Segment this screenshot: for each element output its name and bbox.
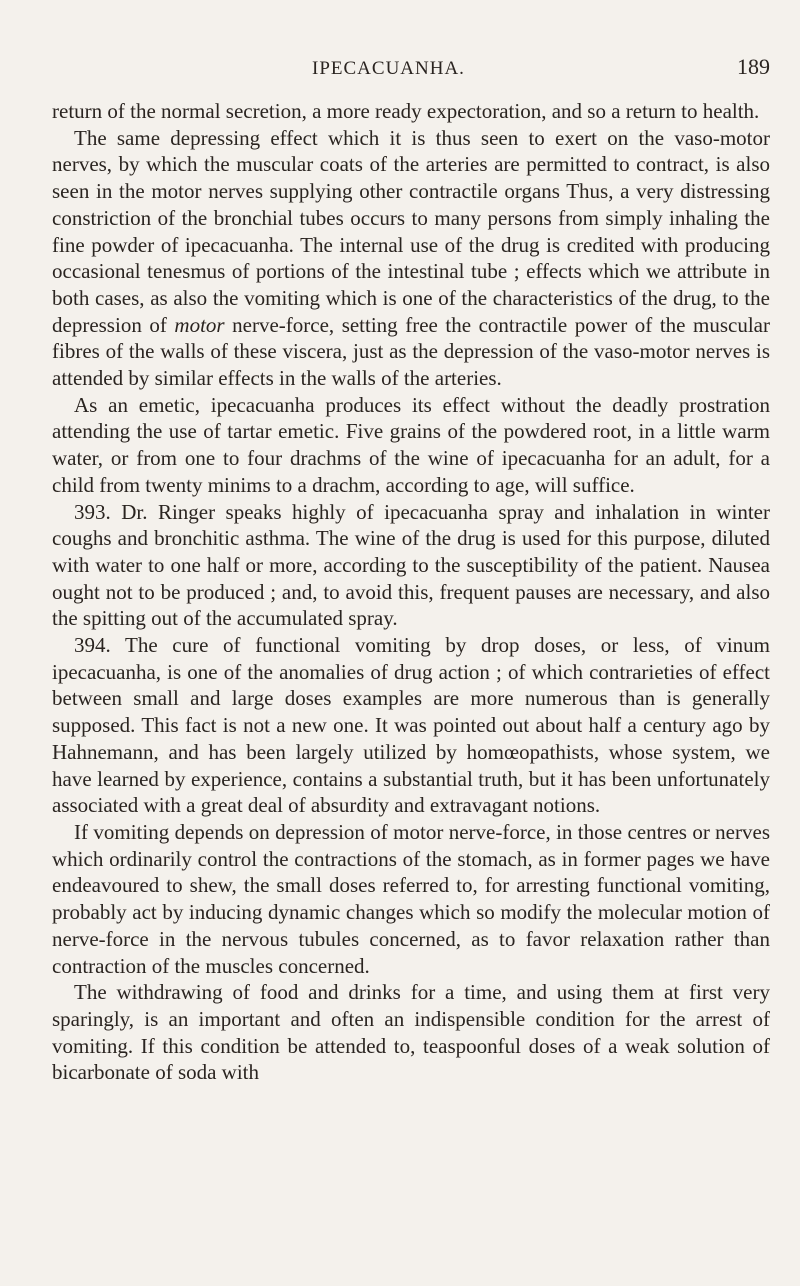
paragraph-2 bbox=[52, 125, 770, 392]
body-text bbox=[52, 98, 770, 1086]
paragraph-2-tail: nerve-force, setting free the contractile power of the muscular fibres of the walls of these viscera, just as the depression of the vaso-motor nerves is attended by similar effects in the walls of the arteries. bbox=[52, 312, 770, 391]
paragraph-7: The withdrawing of food and drinks for a time, and using them at first very sparingly, is an important and often an indispensible condition for the arrest of vomiting. If this condition be attended to, teaspoonful doses of a weak solution of bicarbonate of soda with bbox=[52, 980, 770, 1085]
paragraph-394 bbox=[52, 632, 770, 819]
page-number: 189 bbox=[737, 54, 770, 79]
paragraph-393 bbox=[52, 499, 770, 633]
running-title: IPECACUANHA. bbox=[312, 58, 465, 79]
section-number-393: 393. bbox=[74, 499, 111, 524]
paragraph-2-text: The same depressing effect which it is thus seen to exert on the vaso-motor nerves, by which the muscular coats of the arteries are permitted to contract, is also seen in the motor nerves supplying other contractile organs Thus, a very distressing constriction of the bronchial tubes occurs to many persons from simply inhaling the fine powder of ipecacuanha. The internal use of the drug is credited with producing occasional tenesmus of portions of the intestinal tube ; effects which we attribute in both cases, as also the vomiting which is one of the characteristics of the drug, to the depression of bbox=[52, 125, 770, 337]
paragraph-3: As an emetic, ipecacuanha produces its effect without the deadly prostration attending the use of tartar emetic. Five grains of the powdered root, in a little warm water, or from one to four drachms of the wine of ipecacuanha for an adult, for a child from twenty minims to a drachm, according to age, will suffice. bbox=[52, 392, 770, 497]
paragraph-1: return of the normal secretion, a more ready expectoration, and so a return to health. bbox=[52, 99, 760, 123]
paragraph-394-text: The cure of functional vomiting by drop doses, or less, of vinum ipecacuanha, is one of the anomalies of drug action ; of which contrarieties of effect between small and large doses examples are more numerous than is generally supposed. This fact is not a new one. It was pointed out about half a century ago by Hahnemann, and has been largely utilized by homœopathists, whose system, we have learned by experience, contains a substantial truth, but it has been unfortunately associated with a great deal of absurdity and extravagant notions. bbox=[52, 633, 770, 818]
section-number-394: 394. bbox=[74, 633, 111, 658]
paragraph-393-text: Dr. Ringer speaks highly of ipecacuanha spray and inhalation in winter coughs and bronchitic asthma. The wine of the drug is used for this purpose, diluted with water to one half or more, according to the susceptibility of the patient. Nausea ought not to be produced ; and, to avoid this, frequent pauses are necessary, and also the spitting out of the accumulated spray. bbox=[52, 499, 770, 631]
running-head bbox=[52, 54, 770, 88]
paragraph-2-italic: motor bbox=[174, 312, 225, 337]
paragraph-6: If vomiting depends on depression of motor nerve-force, in those centres or nerves which ordinarily control the contractions of the stomach, as in former pages we have endeavoured to shew, the small doses referred to, for arresting functional vomiting, probably act by inducing dynamic changes which so modify the molecular motion of nerve-force in the nervous tubules concerned, as to favor relaxation rather than contraction of the muscles concerned. bbox=[52, 819, 770, 978]
